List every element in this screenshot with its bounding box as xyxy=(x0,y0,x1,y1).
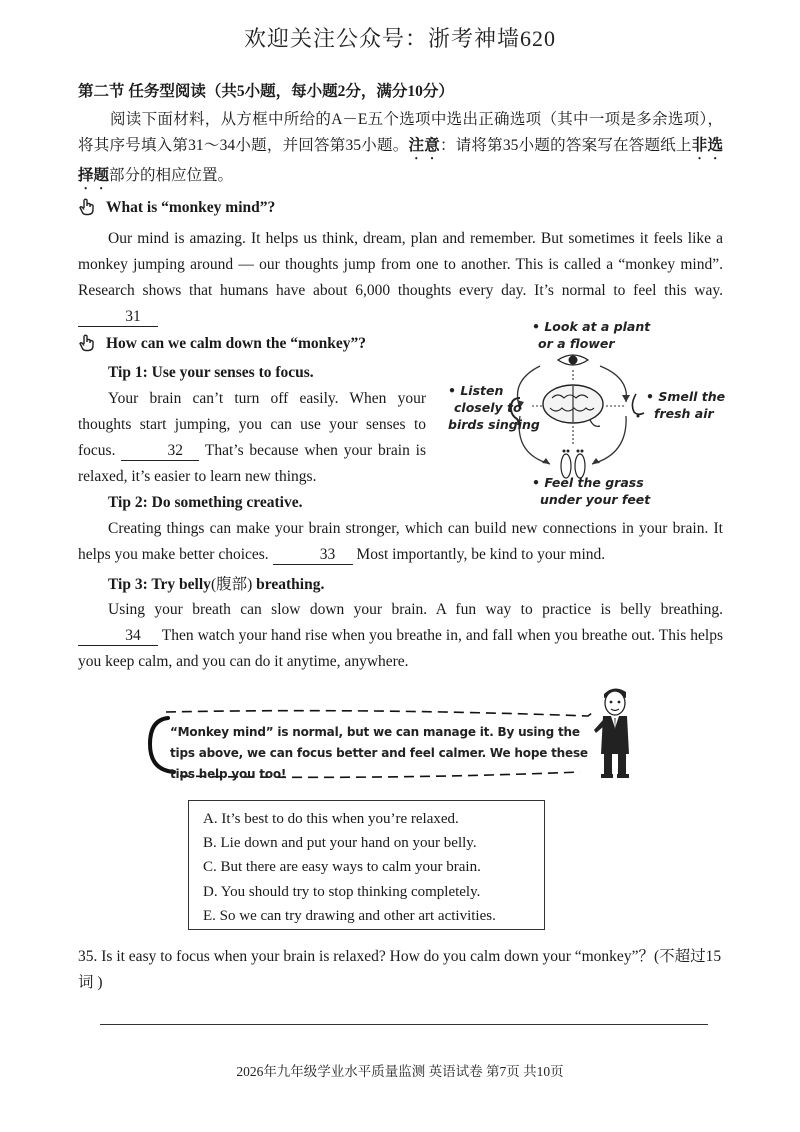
teacher-cartoon-icon xyxy=(592,686,634,781)
tip3-text2: Then watch your hand rise when you breathe in, and fall when you breathe out. This helps you keep calm, and you can do it anytime, anywhere. xyxy=(78,627,723,670)
tip2-text-before: Creating things can make your brain stronger, which can build new connections in your brain. It helps you make better choices. xyxy=(78,520,723,563)
question-35-text: Is it easy to focus when your brain is relaxed? How do you calm down your “monkey”？(不超过15词 ) xyxy=(78,948,722,991)
option-d: D. You should try to stop thinking completely. xyxy=(203,883,481,900)
tip3-title-before: Tip 3: Try belly xyxy=(108,576,211,593)
label-line: closely to xyxy=(454,400,522,415)
arrow-arc-bottom-right xyxy=(592,416,626,464)
diagram-label-listen xyxy=(448,382,540,433)
heading-what-is-monkey-mind xyxy=(78,198,275,221)
pointing-hand-icon xyxy=(78,198,98,221)
bubble-top-line xyxy=(166,710,595,716)
note-label: 注意 xyxy=(408,137,440,154)
option-a: A. It’s best to do this when you’re relaxed. xyxy=(203,811,459,827)
tip1-text-before: Your brain can’t turn off easily. When your thoughts start jumping, you can use your senses to focus. xyxy=(78,390,426,459)
label-line: or a flower xyxy=(538,336,615,351)
tip2-text-after: Most importantly, be kind to your mind. xyxy=(356,546,606,563)
blank-34[interactable]: 34 xyxy=(78,627,158,646)
pointing-hand-icon xyxy=(78,334,98,357)
section-title: 第二节 任务型阅读（共5小题，每小题2分，满分10分） xyxy=(78,83,454,100)
heading2-text: How can we calm down the “monkey”? xyxy=(106,335,367,352)
nose-icon xyxy=(632,394,644,418)
arrowhead xyxy=(542,458,550,464)
option-e: E. So we can try drawing and other art activities. xyxy=(203,907,496,924)
para1-text: Our mind is amazing. It helps us think, dream, plan and remember. But sometimes it feels like a monkey jumping around — our thoughts jump from one to another. This is called a “monkey mind”. Research shows that humans have about 6,000 thoughts every day. It’s normal to feel this way. xyxy=(78,230,723,299)
question-35 xyxy=(78,944,728,996)
page-header: 欢迎关注公众号：浙考神墙620 xyxy=(243,26,556,51)
page-footer: 2026年九年级学业水平质量监测 英语试卷 第7页 共10页 xyxy=(236,1064,564,1079)
instructions xyxy=(78,107,723,193)
arrow-arc-top-right xyxy=(600,366,626,402)
blank-33[interactable]: 33 xyxy=(273,546,353,565)
tip1-paragraph xyxy=(78,386,426,490)
tip2-paragraph xyxy=(78,516,723,568)
arrowhead xyxy=(622,395,630,402)
option-c: C. But there are easy ways to calm your brain. xyxy=(203,859,481,876)
label-line: • Look at a plant xyxy=(532,319,651,334)
tip1-title: Tip 1: Use your senses to focus. xyxy=(108,364,314,381)
options-box xyxy=(188,800,545,930)
label-line: • Feel the grass xyxy=(532,475,644,490)
option-b: B. Lie down and put your hand on your belly. xyxy=(203,835,477,852)
blank-31[interactable]: 31 xyxy=(78,308,158,327)
diagram-label-feel xyxy=(532,474,650,508)
label-line: under your feet xyxy=(540,492,651,507)
diagram-label-smell xyxy=(646,388,725,422)
paragraph-monkey-mind xyxy=(78,226,723,330)
tip3-text1: Using your breath can slow down your brain. A fun way to practice is belly breathing. xyxy=(108,601,723,618)
speech-bubble xyxy=(140,706,595,782)
instructions-part3: 部分的相应位置。 xyxy=(109,167,234,184)
arrowhead xyxy=(592,458,600,464)
instructions-part2: ：请将第35小题的答案写在答题纸上 xyxy=(439,137,692,154)
tip3-title-paren: (腹部) xyxy=(210,576,253,593)
question-35-number: 35. xyxy=(78,948,98,965)
senses-diagram xyxy=(440,316,730,516)
brain-icon xyxy=(543,385,603,426)
non-choice-label: 非选择题 xyxy=(78,137,723,184)
blank-32[interactable]: 32 xyxy=(121,442,199,461)
tip2-title: Tip 2: Do something creative. xyxy=(108,494,303,511)
tip3-paragraph xyxy=(78,597,723,675)
diagram-label-look xyxy=(522,318,650,352)
heading-calm-monkey xyxy=(78,334,366,357)
label-line: fresh air xyxy=(654,406,714,421)
tip3-title xyxy=(108,572,324,594)
label-line: birds singing xyxy=(448,417,540,432)
answer-line-35[interactable] xyxy=(100,1024,708,1025)
tip3-title-after: breathing. xyxy=(252,576,325,593)
tip1-text-after: That’s because when your brain is relaxed, it’s easier to learn new things. xyxy=(78,442,426,485)
eye-icon xyxy=(558,355,588,365)
heading1-text: What is “monkey mind”? xyxy=(106,199,276,216)
label-line: • Listen xyxy=(448,383,504,398)
instructions-part1: 阅读下面材料，从方框中所给的A－E五个选项中选出正确选项（其中一项是多余选项），将其序号填入第31～34小题，并回答第35小题。 xyxy=(78,111,723,154)
speech-bubble-text: “Monkey mind” is normal, but we can manage it. By using the tips above, we can focus better and feel calmer. We hope these tips help you too! xyxy=(170,725,588,781)
label-line: • Smell the xyxy=(646,389,726,404)
